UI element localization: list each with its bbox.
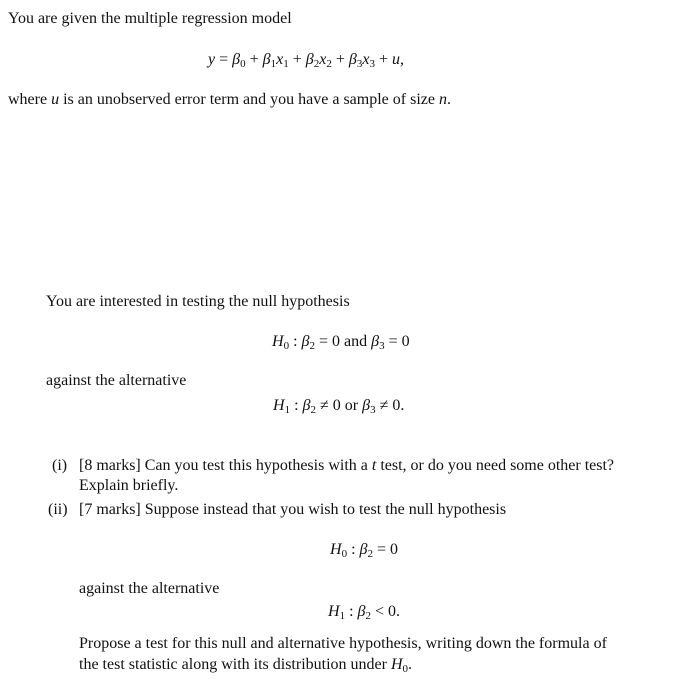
h1-H: H (273, 397, 285, 414)
regression-equation (208, 50, 404, 70)
eq-beta3: β (348, 51, 357, 68)
eq-plus3: + (331, 51, 349, 68)
where-pre: where (8, 91, 52, 108)
h0-beta2: β (301, 333, 310, 350)
eq-x3: x (362, 51, 370, 68)
q2-h0-H: H (330, 541, 342, 558)
q1-text-pre: [8 marks] Can you test this hypothesis with a (79, 457, 372, 474)
q2-h1-beta: β (357, 603, 366, 620)
eq-beta0-sub: 0 (240, 58, 246, 70)
eq-equals: = (215, 51, 233, 68)
q1-number: (i) (52, 457, 68, 474)
h0-eq2: = 0 (384, 333, 410, 350)
where-u: u (51, 91, 60, 108)
h0-beta3-sub: 3 (379, 340, 385, 352)
null-hypothesis (272, 332, 410, 352)
eq-x2: x (319, 51, 327, 68)
eq-x2-sub: 2 (326, 58, 332, 70)
q2-number: (ii) (48, 501, 68, 518)
q1-text-post: test, or do you need some other test? (376, 457, 615, 474)
eq-x3-sub: 3 (369, 58, 375, 70)
eq-u: u (391, 51, 400, 68)
eq-beta2-sub: 2 (313, 58, 320, 70)
q2-propose-H: H (390, 656, 403, 673)
h1-colon: : (290, 397, 303, 414)
q2-h1-H-sub: 1 (339, 610, 346, 622)
h0-H: H (272, 333, 284, 350)
q2-h0-beta: β (359, 541, 368, 558)
q2-null-hypothesis (330, 540, 398, 560)
q2-h0-colon: : (347, 541, 360, 558)
q2-text: [7 marks] Suppose instead that you wish to test the null hypothesis (79, 501, 507, 518)
q2-h1-colon: : (345, 603, 358, 620)
intro-line: You are given the multiple regression model (8, 10, 292, 27)
q2-h1-rest: < 0. (370, 603, 401, 620)
q2-propose-end: . (408, 656, 413, 673)
q1-t: t (371, 457, 377, 474)
q2-h1-H: H (328, 603, 340, 620)
eq-beta2: β (305, 51, 314, 68)
q2-propose-H-sub: 0 (402, 663, 409, 675)
eq-beta0: β (232, 51, 241, 68)
h1-beta2: β (302, 397, 311, 414)
eq-plus1: + (245, 51, 263, 68)
where-end: . (446, 91, 451, 108)
h0-beta3: β (371, 333, 380, 350)
eq-comma: , (399, 51, 404, 68)
h1-beta3: β (362, 397, 371, 414)
eq-y: y (208, 51, 216, 68)
h1-beta2-sub: 2 (310, 404, 316, 416)
h1-beta3-sub: 3 (370, 404, 376, 416)
eq-x1: x (276, 51, 284, 68)
h0-beta2-sub: 2 (309, 340, 315, 352)
q2-h0-beta-sub: 2 (367, 548, 373, 560)
q2-h1-beta-sub: 2 (365, 610, 371, 622)
alternative-hypothesis (273, 396, 404, 416)
against-alternative: against the alternative (46, 372, 187, 389)
eq-beta1: β (262, 51, 271, 68)
q2-h0-H-sub: 0 (341, 548, 348, 560)
eq-plus2: + (288, 51, 306, 68)
h0-eq1: = 0 and (314, 333, 372, 350)
intro-where-line (8, 90, 451, 110)
h1-H-sub: 1 (284, 404, 291, 416)
h0-H-sub: 0 (283, 340, 290, 352)
q1-text (79, 456, 614, 476)
eq-plus4: + (374, 51, 392, 68)
q2-against-alternative: against the alternative (79, 580, 220, 597)
h1-ne1: ≠ 0 or (315, 397, 363, 414)
h0-colon: : (289, 333, 302, 350)
q2-propose-line2 (79, 655, 412, 675)
q1-line2: Explain briefly. (79, 477, 179, 494)
where-mid: is an unobserved error term and you have a sample of size (59, 91, 439, 108)
q2-propose-pre: the test statistic along with its distribution under (79, 656, 391, 673)
where-n: n (438, 91, 447, 108)
h1-ne2: ≠ 0. (375, 397, 405, 414)
eq-beta1-sub: 1 (270, 58, 277, 70)
q2-h0-rest: = 0 (372, 541, 399, 558)
hypothesis-intro: You are interested in testing the null hypothesis (46, 293, 350, 310)
eq-beta3-sub: 3 (356, 58, 363, 70)
q2-alternative-hypothesis (328, 602, 400, 622)
eq-x1-sub: 1 (283, 58, 289, 70)
q2-propose-line1: Propose a test for this null and alternative hypothesis, writing down the formula of (79, 635, 607, 652)
